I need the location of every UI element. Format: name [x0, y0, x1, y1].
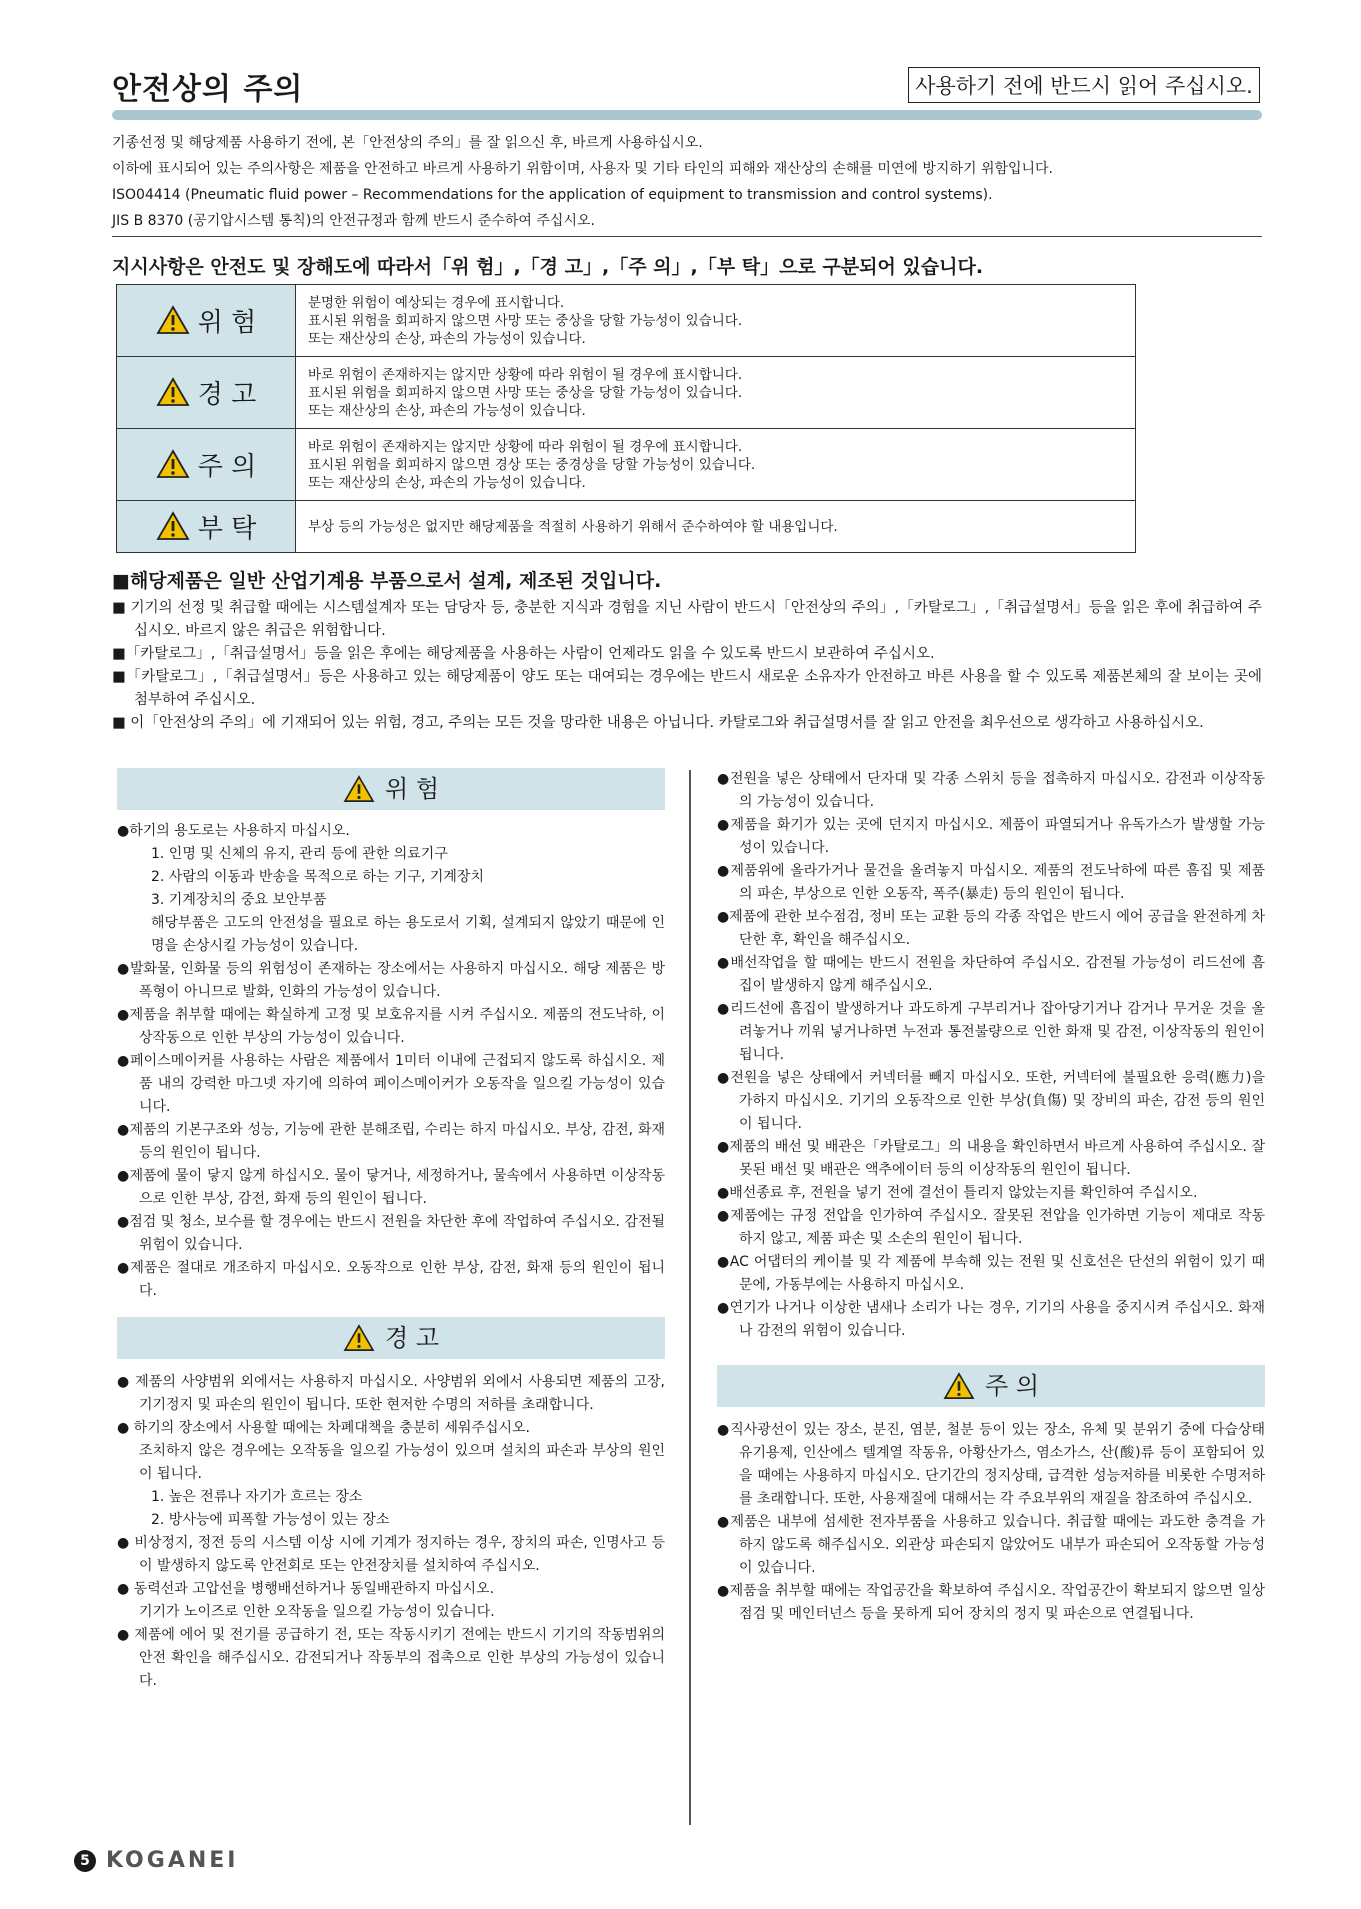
warning-item: ● 동력선과 고압선을 병행배선하거나 동일배관하지 마십시오. — [117, 1581, 495, 1597]
intro-line: 기종선정 및 해당제품 사용하기 전에, 본「안전상의 주의」를 잘 읽으신 후, 바르게 사용하십시오. — [112, 135, 703, 151]
description-line: 바로 위험이 존재하지는 않지만 상황에 따라 위험이 될 경우에 표시합니다. — [308, 438, 743, 455]
danger-item: ●발화물, 인화물 등의 위험성이 존재하는 장소에서는 사용하지 마십시오. 해당 제품은 방폭형이 아니므로 발화, 인화의 가능성이 있습니다. — [117, 961, 665, 1000]
section-title: 경 고 — [385, 1323, 439, 1352]
warning-icon — [943, 1372, 975, 1400]
sub-item: 1. 높은 전류나 자기가 흐르는 장소 — [151, 1489, 363, 1505]
brand-logo: KOGANEI — [106, 1848, 239, 1873]
level-label: 주 의 — [197, 451, 257, 482]
table-row — [117, 501, 1136, 553]
level-label: 위 험 — [197, 307, 257, 338]
item-continuation: 조치하지 않은 경우에는 오작동을 일으킬 가능성이 있으며 설치의 파손과 부상의 원인이 됩니다. — [139, 1443, 665, 1482]
caution-section-header — [717, 1365, 1265, 1407]
warning-icon — [156, 377, 190, 407]
general-notice — [112, 570, 1262, 735]
description-line: 바로 위험이 존재하지는 않지만 상황에 따라 위험이 될 경우에 표시합니다. — [308, 366, 743, 383]
table-row — [117, 357, 1136, 429]
warning-item: ●제품에 관한 보수점검, 정비 또는 교환 등의 각종 작업은 반드시 에어 공급을 완전하게 차단한 후, 확인을 해주십시오. — [717, 909, 1265, 948]
general-item: ■ 이「안전상의 주의」에 기재되어 있는 위험, 경고, 주의는 모든 것을 망라한 내용은 아닙니다. 카탈로그와 취급설명서를 잘 읽고 안전을 최우선으로 생각하고 사용하십시오. — [112, 715, 1204, 731]
danger-item: ●하기의 용도로는 사용하지 마십시오. — [117, 823, 350, 839]
warning-item: ●제품의 배선 및 배관은「카탈로그」의 내용을 확인하면서 바르게 사용하여 주십시오. 잘못된 배선 및 배관은 액추에이터 등의 이상작동의 원인이 됩니다. — [717, 1139, 1265, 1178]
warning-icon — [156, 511, 190, 541]
intro-line: JIS B 8370 (공기압시스템 통칙)의 안전규정과 함께 반드시 준수하여 주십시오. — [112, 213, 595, 229]
description-line: 또는 재산상의 손상, 파손의 가능성이 있습니다. — [308, 474, 586, 491]
level-label: 경 고 — [197, 379, 257, 410]
sub-item: 3. 기계장치의 중요 보안부품 — [151, 892, 327, 908]
level-label: 부 탁 — [197, 513, 257, 544]
general-item: ■「카탈로그」,「취급설명서」등을 읽은 후에는 해당제품을 사용하는 사람이 언제라도 읽을 수 있도록 반드시 보관하여 주십시오. — [112, 646, 935, 662]
level-description — [296, 501, 1136, 553]
right-column — [717, 768, 1265, 1626]
description-line: 또는 재산상의 손상, 파손의 가능성이 있습니다. — [308, 402, 586, 419]
level-label-cell — [117, 357, 296, 429]
level-description — [296, 285, 1136, 357]
table-row — [117, 429, 1136, 501]
danger-item: ●제품에 물이 닿지 않게 하십시오. 물이 닿거나, 세정하거나, 물속에서 사용하면 이상작동으로 인한 부상, 감전, 화재 등의 원인이 됩니다. — [117, 1168, 665, 1207]
left-column — [117, 768, 665, 1693]
sub-item: 2. 사람의 이동과 반송을 목적으로 하는 기구, 기계장치 — [151, 869, 484, 885]
general-heading: ■해당제품은 일반 산업기계용 부품으로서 설계, 제조된 것입니다. — [112, 570, 662, 592]
warning-item: ●제품을 화기가 있는 곳에 던지지 마십시오. 제품이 파열되거나 유독가스가 발생할 가능성이 있습니다. — [717, 817, 1265, 856]
general-item: ■「카탈로그」,「취급설명서」등은 사용하고 있는 해당제품이 양도 또는 대여되는 경우에는 반드시 새로운 소유자가 안전하고 바른 사용을 할 수 있도록 제품본체의 잘 보이는 곳에 첨부하여 주십시오. — [112, 669, 1262, 708]
level-label-cell — [117, 429, 296, 501]
warning-item: ●AC 어댑터의 케이블 및 각 제품에 부속해 있는 전원 및 신호선은 단선의 위험이 있기 때문에, 가동부에는 사용하지 마십시오. — [717, 1254, 1265, 1293]
caution-item: ●제품은 내부에 섬세한 전자부품을 사용하고 있습니다. 취급할 때에는 과도한 충격을 가하지 않도록 해주십시오. 외관상 파손되지 않았어도 내부가 파손되어 오작동할 가능성이 있습니다. — [717, 1514, 1265, 1576]
must-read-box: 사용하기 전에 반드시 읽어 주십시오. — [908, 67, 1260, 103]
column-divider — [689, 770, 691, 1825]
section-title: 주 의 — [985, 1371, 1039, 1400]
sub-item: 1. 인명 및 신체의 유지, 관리 등에 관한 의료기구 — [151, 846, 448, 862]
warning-icon — [156, 449, 190, 479]
danger-item: ●페이스메이커를 사용하는 사람은 제품에서 1미터 이내에 근접되지 않도록 하십시오. 제품 내의 강력한 마그넷 자기에 의하여 페이스메이커가 오동작을 일으킬 가능성이 있습니다. — [117, 1053, 665, 1115]
warning-item: ●제품에는 규정 전압을 인가하여 주십시오. 잘못된 전압을 인가하면 기능이 제대로 작동하지 않고, 제품 파손 및 소손의 원인이 됩니다. — [717, 1208, 1265, 1247]
description-line: 표시된 위험을 회피하지 않으면 사망 또는 중상을 당할 가능성이 있습니다. — [308, 384, 743, 401]
warning-item: ●전원을 넣은 상태에서 단자대 및 각종 스위치 등을 접촉하지 마십시오. 감전과 이상작동의 가능성이 있습니다. — [717, 771, 1265, 810]
warning-item: ●배선종료 후, 전원을 넣기 전에 결선이 틀리지 않았는지를 확인하여 주십시오. — [717, 1185, 1198, 1201]
danger-item: ●점검 및 청소, 보수를 할 경우에는 반드시 전원을 차단한 후에 작업하여 주십시오. 감전될 위험이 있습니다. — [117, 1214, 665, 1253]
warning-item: ●리드선에 흠집이 발생하거나 과도하게 구부리거나 잡아당기거나 감거나 무거운 것을 올려놓거나 끼워 넣거나하면 누전과 통전불량으로 인한 화재 및 감전, 이상작동의 원인이 됩니다. — [717, 1001, 1265, 1063]
warning-item: ●배선작업을 할 때에는 반드시 전원을 차단하여 주십시오. 감전될 가능성이 리드선에 흠집이 발생하지 않게 해주십시오. — [717, 955, 1265, 994]
footer — [74, 1848, 238, 1873]
warning-icon — [343, 775, 375, 803]
danger-item: ●제품은 절대로 개조하지 마십시오. 오동작으로 인한 부상, 감전, 화재 등의 원인이 됩니다. — [117, 1260, 665, 1299]
danger-item: ●제품의 기본구조와 성능, 기능에 관한 분해조립, 수리는 하지 마십시오. 부상, 감전, 화재 등의 원인이 됩니다. — [117, 1122, 665, 1161]
page-title: 안전상의 주의 — [112, 72, 304, 107]
description-line: 또는 재산상의 손상, 파손의 가능성이 있습니다. — [308, 330, 586, 347]
warning-item: ●전원을 넣은 상태에서 커넥터를 빼지 마십시오. 또한, 커넥터에 불필요한 응력(應力)을 가하지 마십시오. 기기의 오동작으로 인한 부상(負傷) 및 장비의 파손, 감전 등의 원인이 됩니다. — [717, 1070, 1265, 1132]
warning-item: ● 제품에 에어 및 전기를 공급하기 전, 또는 작동시키기 전에는 반드시 기기의 작동범위의 안전 확인을 해주십시오. 감전되거나 작동부의 접촉으로 인한 부상의 가능성이 있습니다. — [117, 1627, 665, 1689]
danger-section-header — [117, 768, 665, 810]
warning-item: ● 제품의 사양범위 외에서는 사용하지 마십시오. 사양범위 외에서 사용되면 제품의 고장, 기기정지 및 파손의 원인이 됩니다. 또한 현저한 수명의 저하를 초래합니다. — [117, 1374, 665, 1413]
divider — [112, 236, 1262, 237]
hazard-levels-table — [116, 284, 1136, 553]
intro-text — [112, 130, 1262, 234]
page-number: 5 — [74, 1850, 96, 1872]
sub-item: 2. 방사능에 피폭할 가능성이 있는 장소 — [151, 1512, 390, 1528]
warning-item: ● 비상정지, 정전 등의 시스템 이상 시에 기계가 정지하는 경우, 장치의 파손, 인명사고 등이 발생하지 않도록 안전회로 또는 안전장치를 설치하여 주십시오. — [117, 1535, 665, 1574]
warning-icon — [343, 1324, 375, 1352]
level-description — [296, 429, 1136, 501]
level-label-cell — [117, 285, 296, 357]
description-line: 표시된 위험을 회피하지 않으면 사망 또는 중상을 당할 가능성이 있습니다. — [308, 312, 743, 329]
caution-item: ●직사광선이 있는 장소, 분진, 염분, 철분 등이 있는 장소, 유체 및 분위기 중에 다습상태 유기용제, 인산에스 텔계열 작동유, 아황산가스, 염소가스, 산(酸)류 등이 포함되어 있을 때에는 사용하지 마십시오. 단기간의 정지상태, 급격한 성능저하를 비롯한 수명저하를 초래합니다. 또한, 사용재질에 대해서는 각 주요부위의 재질을 참조하여 주십시오. — [717, 1422, 1265, 1507]
warning-item: ● 하기의 장소에서 사용할 때에는 차폐대책을 충분히 세워주십시오. — [117, 1420, 530, 1436]
intro-line: 이하에 표시되어 있는 주의사항은 제품을 안전하고 바르게 사용하기 위함이며, 사용자 및 기타 타인의 피해와 재산상의 손해를 미연에 방지하기 위함입니다. — [112, 161, 1054, 177]
description-line: 분명한 위험이 예상되는 경우에 표시합니다. — [308, 294, 565, 311]
item-continuation: 해당부품은 고도의 안전성을 필요로 하는 용도로서 기획, 설계되지 않았기 때문에 인명을 손상시킬 가능성이 있습니다. — [151, 915, 665, 954]
section-title: 위 험 — [385, 774, 439, 803]
warning-section-header — [117, 1317, 665, 1359]
item-continuation: 기기가 노이즈로 인한 오작동을 일으킬 가능성이 있습니다. — [139, 1604, 495, 1620]
level-description — [296, 357, 1136, 429]
levels-heading: 지시사항은 안전도 및 장해도에 따라서「위 험」,「경 고」,「주 의」,「부 탁」으로 구분되어 있습니다. — [112, 256, 984, 278]
description-line: 부상 등의 가능성은 없지만 해당제품을 적절히 사용하기 위해서 준수하여야 할 내용입니다. — [308, 518, 838, 535]
description-line: 표시된 위험을 회피하지 않으면 경상 또는 중경상을 당할 가능성이 있습니다. — [308, 456, 756, 473]
level-label-cell — [117, 501, 296, 553]
title-underline-bar — [112, 110, 1262, 120]
intro-line: ISO04414 (Pneumatic fluid power – Recommendations for the application of equipment to transmission and control systems). — [112, 187, 993, 203]
general-item: ■ 기기의 선정 및 취급할 때에는 시스템설계자 또는 담당자 등, 충분한 지식과 경험을 지닌 사람이 반드시「안전상의 주의」,「카탈로그」,「취급설명서」등을 읽은 후에 취급하여 주십시오. 바르지 않은 취급은 위험합니다. — [112, 600, 1262, 639]
warning-icon — [156, 305, 190, 335]
caution-item: ●제품을 취부할 때에는 작업공간을 확보하여 주십시오. 작업공간이 확보되지 않으면 일상점검 및 메인터넌스 등을 못하게 되어 장치의 정지 및 파손으로 연결됩니다. — [717, 1583, 1265, 1622]
table-row — [117, 285, 1136, 357]
warning-item: ●제품위에 올라가거나 물건을 올려놓지 마십시오. 제품의 전도낙하에 따른 흠집 및 제품의 파손, 부상으로 인한 오동작, 폭주(暴走) 등의 원인이 됩니다. — [717, 863, 1265, 902]
danger-item: ●제품을 취부할 때에는 확실하게 고정 및 보호유지를 시켜 주십시오. 제품의 전도낙하, 이상작동으로 인한 부상의 가능성이 있습니다. — [117, 1007, 665, 1046]
warning-item: ●연기가 나거나 이상한 냄새나 소리가 나는 경우, 기기의 사용을 중지시켜 주십시오. 화재나 감전의 위험이 있습니다. — [717, 1300, 1265, 1339]
